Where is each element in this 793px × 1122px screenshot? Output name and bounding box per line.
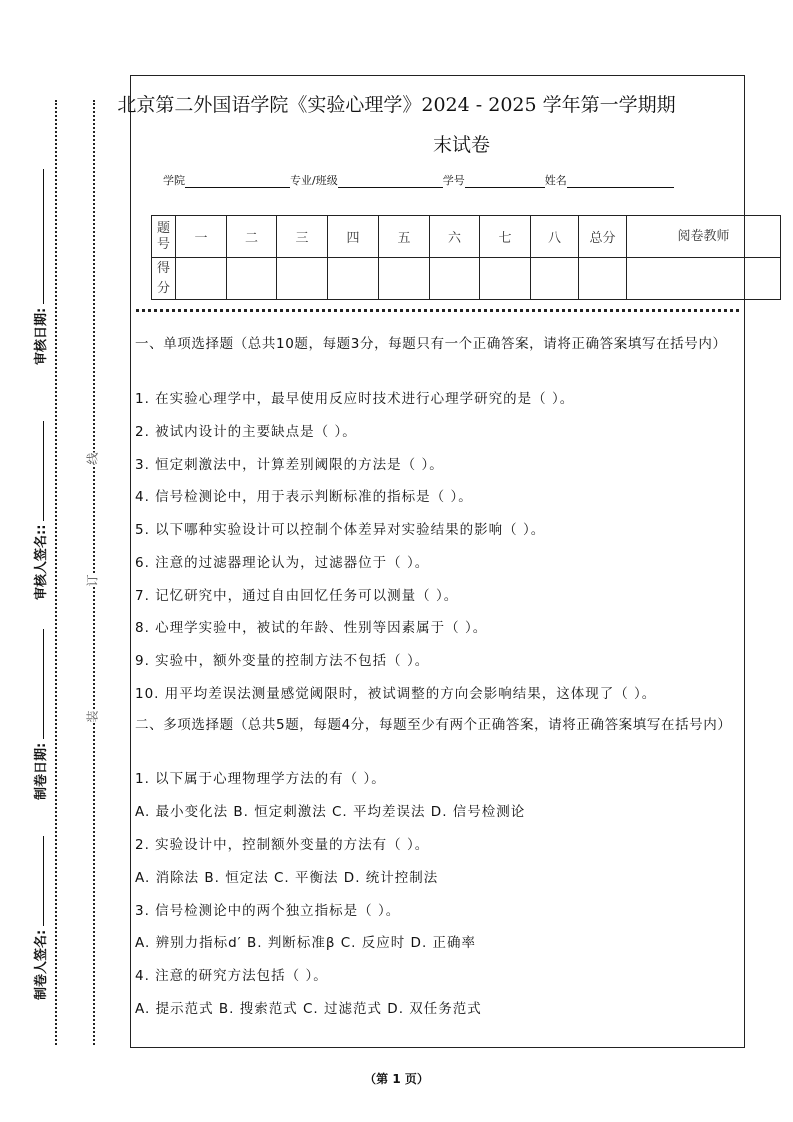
question: 1. 在实验心理学中，最早使用反应时技术进行心理学研究的是（ ）。 <box>135 391 575 407</box>
exam-title: 北京第二外国语学院《实验心理学》2024 - 2025 学年第一学期期 <box>117 94 676 116</box>
col-header: 一 <box>176 216 227 258</box>
score-cell[interactable] <box>531 258 579 300</box>
col-header: 总分 <box>579 216 627 258</box>
name-label: 姓名 <box>544 174 567 187</box>
student-id-label: 学号 <box>442 174 465 187</box>
question: 5. 以下哪种实验设计可以控制个体差异对实验结果的影响（ ）。 <box>135 522 546 538</box>
score-table <box>151 215 781 300</box>
name-input[interactable] <box>567 175 674 188</box>
score-cell[interactable] <box>328 258 379 300</box>
score-cell[interactable] <box>176 258 227 300</box>
separator-dotted <box>136 309 739 312</box>
student-info-fields <box>163 172 674 188</box>
options: A. 最小变化法 B. 恒定刺激法 C. 平均差误法 D. 信号检测论 <box>135 804 526 820</box>
question: 7. 记忆研究中，通过自由回忆任务可以测量（ ）。 <box>135 588 459 604</box>
binding-line-outer <box>55 100 57 1045</box>
maker-sign-label: 制卷人签名: <box>34 929 49 1000</box>
section1-heading: 一、单项选择题（总共10题，每题3分，每题只有一个正确答案，请将正确答案填写在括号内） <box>135 336 727 352</box>
score-row <box>152 258 781 300</box>
options: A. 提示范式 B. 搜索范式 C. 过滤范式 D. 双任务范式 <box>135 1001 482 1017</box>
question: 9. 实验中，额外变量的控制方法不包括（ ）。 <box>135 653 430 669</box>
col-header: 七 <box>480 216 531 258</box>
score-cell[interactable] <box>277 258 328 300</box>
major-class-input[interactable] <box>338 175 443 188</box>
score-cell[interactable] <box>627 258 781 300</box>
binding-line-inner <box>93 100 95 1045</box>
reviewer-date-label: 审核日期: <box>34 307 49 365</box>
score-table-header <box>152 216 781 258</box>
row-label: 得分 <box>152 258 176 300</box>
college-label: 学院 <box>163 174 185 187</box>
question: 1. 以下属于心理物理学方法的有（ ）。 <box>135 771 386 787</box>
col-header: 阅卷教师 <box>627 216 781 258</box>
score-cell[interactable] <box>379 258 430 300</box>
page-number: （第 1 页） <box>364 1072 429 1086</box>
score-cell[interactable] <box>480 258 531 300</box>
score-cell[interactable] <box>430 258 480 300</box>
reviewer-sign-field <box>30 421 49 600</box>
section2-heading: 二、多项选择题（总共5题，每题4分，每题至少有两个正确答案，请将正确答案填写在括号内） <box>135 717 732 733</box>
question: 10. 用平均差误法测量感觉阈限时，被试调整的方向会影响结果，这体现了（ ）。 <box>135 686 657 702</box>
question: 3. 信号检测论中的两个独立指标是（ ）。 <box>135 903 401 919</box>
exam-title-cont: 末试卷 <box>432 134 490 156</box>
col-header: 二 <box>227 216 277 258</box>
col-header: 题号 <box>152 216 176 258</box>
maker-date-field <box>30 629 49 800</box>
reviewer-sign-label: 审核人签名:: <box>34 524 49 600</box>
col-header: 三 <box>277 216 328 258</box>
maker-date-label: 制卷日期: <box>34 742 49 800</box>
student-id-input[interactable] <box>465 175 545 188</box>
college-input[interactable] <box>185 175 290 188</box>
options: A. 消除法 B. 恒定法 C. 平衡法 D. 统计控制法 <box>135 870 439 886</box>
reviewer-date-field <box>30 169 49 365</box>
col-header: 六 <box>430 216 480 258</box>
score-cell[interactable] <box>227 258 277 300</box>
maker-sign-field <box>30 836 49 1000</box>
question: 2. 被试内设计的主要缺点是（ ）。 <box>135 424 357 440</box>
col-header: 五 <box>379 216 430 258</box>
question: 6. 注意的过滤器理论认为，过滤器位于（ ）。 <box>135 555 430 571</box>
col-header: 四 <box>328 216 379 258</box>
binding-mark-bind: 装 <box>85 710 100 723</box>
col-header: 八 <box>531 216 579 258</box>
score-cell[interactable] <box>579 258 627 300</box>
question: 4. 注意的研究方法包括（ ）。 <box>135 968 328 984</box>
question: 4. 信号检测论中，用于表示判断标准的指标是（ ）。 <box>135 489 473 505</box>
options: A. 辨别力指标d′ B. 判断标准β C. 反应时 D. 正确率 <box>135 935 477 951</box>
question: 3. 恒定刺激法中，计算差别阈限的方法是（ ）。 <box>135 457 444 473</box>
binding-mark-order: 订 <box>85 574 100 587</box>
question: 8. 心理学实验中，被试的年龄、性别等因素属于（ ）。 <box>135 620 488 636</box>
question: 2. 实验设计中，控制额外变量的方法有（ ）。 <box>135 837 430 853</box>
binding-mark-line: 线 <box>85 452 100 465</box>
major-class-label: 专业/班级 <box>290 174 338 187</box>
